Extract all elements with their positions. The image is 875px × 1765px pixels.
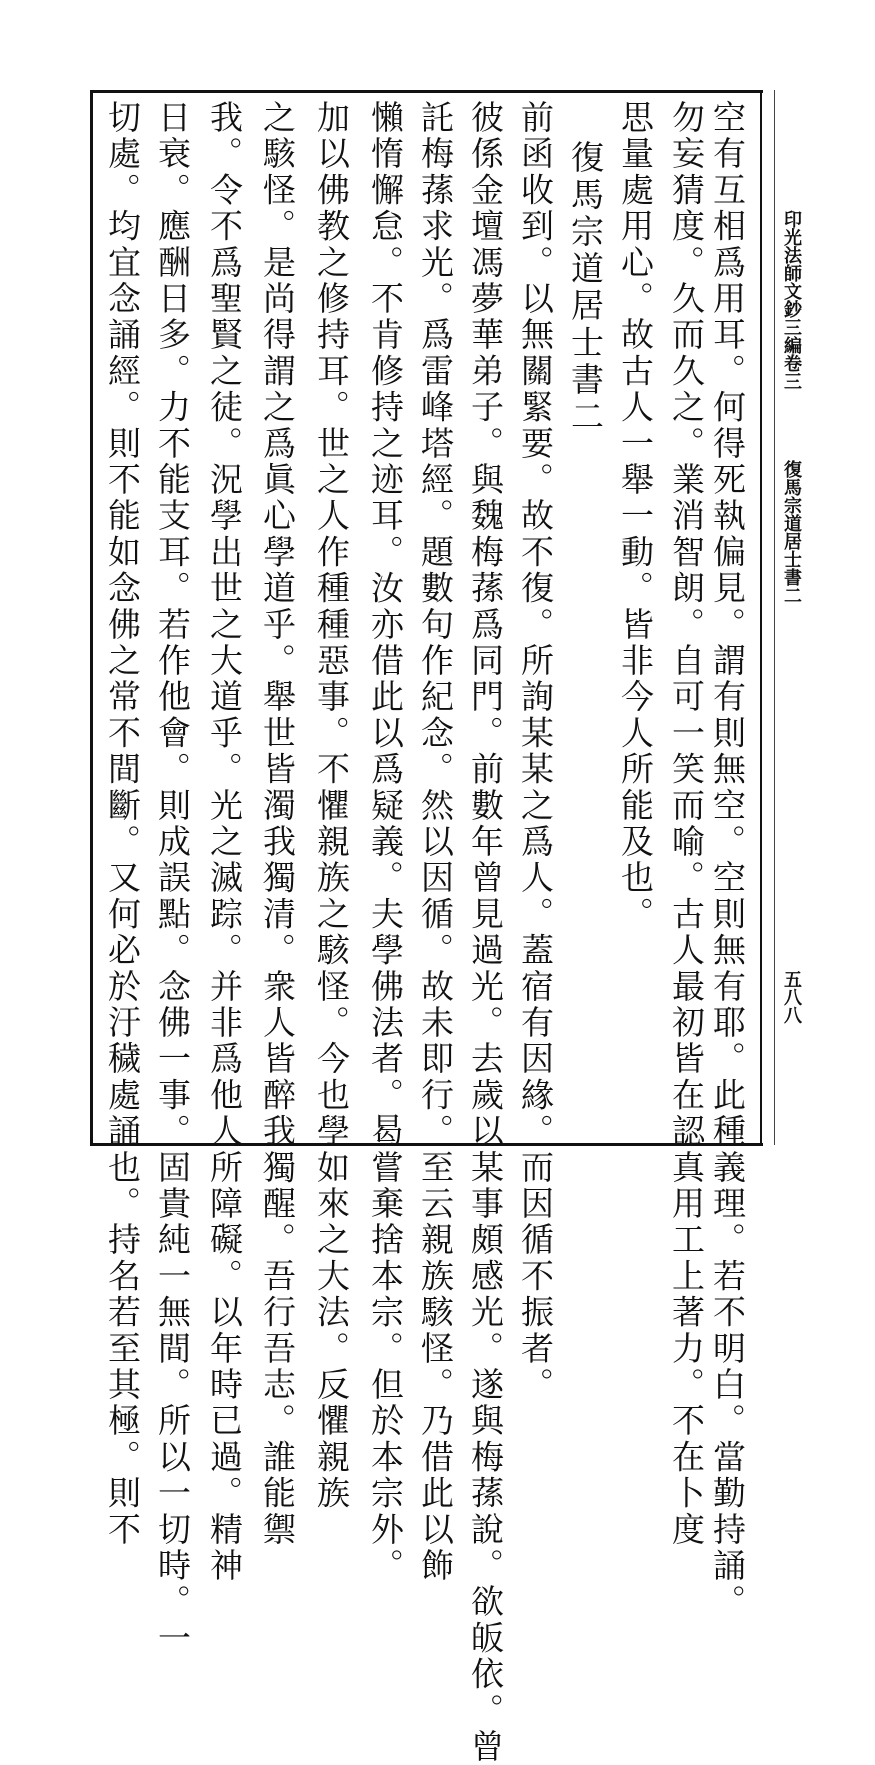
text-column-10: 之駭怪。是尚得謂之爲眞心學道乎。舉世皆濁我獨清。衆人皆醉我獨醒。吾行吾志。誰能禦 — [258, 100, 297, 1548]
text-column-6: 彼係金壇馮夢華弟子。與魏梅蓀爲同門。前數年曾見過光。去歲以某事頗感光。遂與梅蓀說。欲皈依。曾 — [466, 100, 505, 1765]
frame-left-border — [90, 90, 93, 1145]
book-title: 印光法師文鈔三編卷三 — [781, 210, 802, 390]
page-number: 五八八 — [781, 970, 802, 1024]
section-title: 復馬宗道居士書二 — [781, 460, 802, 604]
text-column-8: 懶惰懈怠。不肯修持之迹耳。汝亦借此以爲疑義。夫學佛法者。曷嘗棄捨本宗。但於本宗外。 — [366, 100, 405, 1585]
text-column-7: 託梅蓀求光。爲雷峰塔經。題數句作紀念。然以因循。故未即行。至云親族駭怪。乃借此以飾 — [416, 100, 455, 1585]
text-column-5: 前函收到。以無關緊要。故不復。所詢某某之爲人。蓋宿有因緣。而因循不振者。 — [516, 100, 555, 1404]
text-column-1: 空有互相爲用耳。何得死執偏見。謂有則無空。空則無有耶。此種義理。若不明白。當勤持誦。 — [708, 100, 747, 1621]
text-column-3: 思量處用心。故古人一舉一動。皆非今人所能及也。 — [616, 100, 655, 933]
text-column-2: 勿妄猜度。久而久之。業消智朗。自可一笑而喻。古人最初皆在認真用工上著力。不在卜度 — [667, 100, 706, 1548]
frame-right-border — [760, 90, 762, 1145]
letter-title: 復馬宗道居士書二 — [566, 140, 605, 436]
gutter-divider — [774, 90, 775, 1145]
text-column-11: 我。令不爲聖賢之徒。況學出世之大道乎。光之滅踪。并非爲他人所障礙。以年時已過。精神 — [205, 100, 244, 1585]
text-column-9: 加以佛教之修持耳。世之人作種種惡事。不懼親族之駭怪。今也學如來之大法。反懼親族 — [312, 100, 351, 1512]
frame-top-border — [90, 90, 763, 93]
text-column-13: 切處。均宜念誦經。則不能如念佛之常不間斷。又何必於汙穢處誦也。持名若至其極。則不 — [103, 100, 142, 1548]
text-column-12: 日衰。應酬日多。力不能支耳。若作他會。則成誤點。念佛一事。固貴純一無間。所以一切時。一 — [153, 100, 192, 1657]
